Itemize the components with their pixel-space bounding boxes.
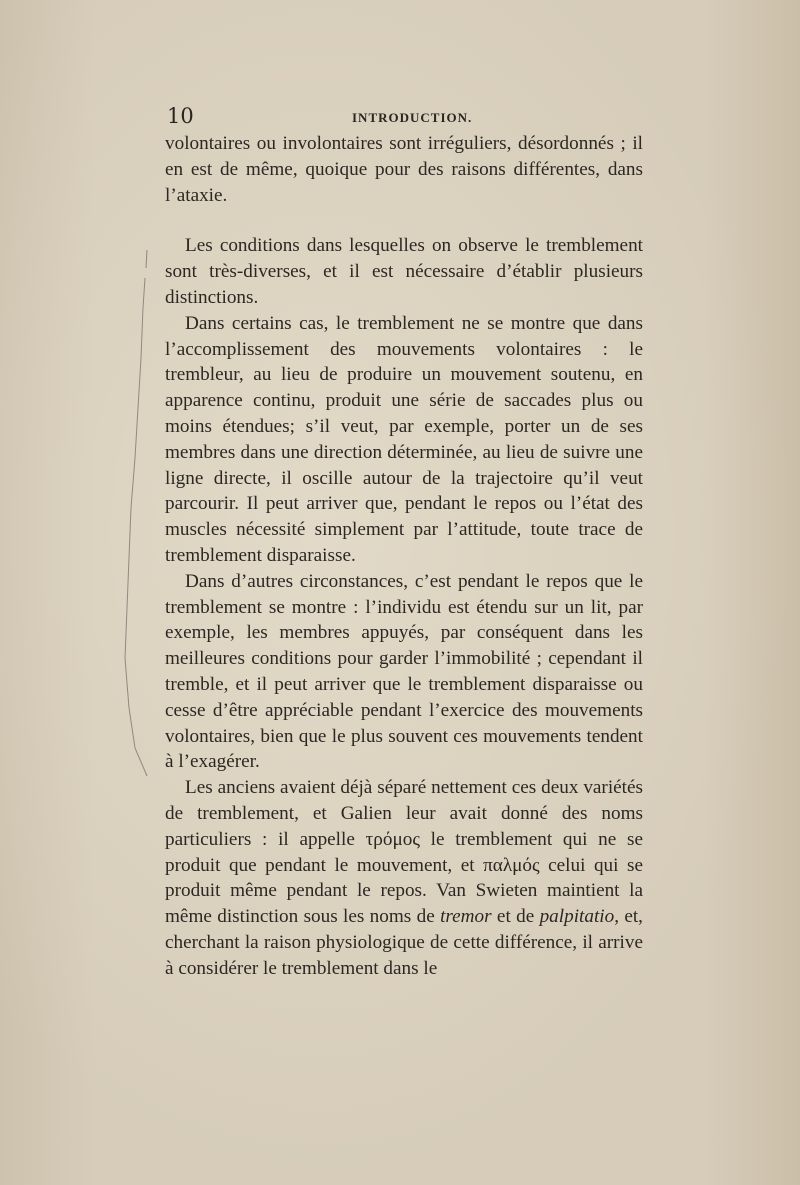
paragraph-gap [165, 208, 643, 233]
body-text [165, 131, 643, 982]
paragraph-5-text-e: , et, cherchant la raison physiologique de cette différence, il arrive à considérer le tremblement dans le [165, 906, 643, 979]
paragraph-5-text-b: le tremblement qui ne se produit que pendant le mouvement, et [165, 828, 643, 876]
paragraph-5-text-d: et de [491, 906, 540, 928]
paragraph-3: Dans certains cas, le tremblement ne se montre que dans l’accomplissement des mouvements volontaires : le trembleur, au lieu de produire un mouvement soutenu, en apparence continu, produit une série de saccades plus ou moins étendues; s’il veut, par exemple, porter un de ses membres dans une direction déterminée, au lieu de suivre une ligne directe, il oscille autour de la trajectoire qu’il veut parcourir. Il peut arriver que, pendant le repos ou l’état des muscles nécessité simplement par l’attitude, toute trace de tremblement disparaisse. [165, 312, 643, 566]
page-number: 10 [167, 104, 194, 128]
paragraph-5-text-c: celui qui se produit même pendant le repos. Van Swieten maintient la même distinction sous les noms de [165, 854, 643, 928]
greek-word-palmos: παλμός [483, 854, 540, 876]
running-head: INTRODUCTION. [352, 110, 473, 125]
paragraph-4: Dans d’autres circonstances, c’est pendant le repos que le tremblement se montre : l’individu est étendu sur un lit, par exemple, les membres appuyés, par conséquent dans les meilleures conditions pour garder l’immobilité ; cependant il tremble, et il peut arriver que le tremblement disparaisse ou cesse d’être appréciable pendant l’exercice des mouvements volontaires, bien que le plus souvent ces mouvements tendent à l’exagérer. [165, 570, 643, 773]
term-tremor: tremor [440, 906, 492, 928]
paragraph-1: volontaires ou involontaires sont irréguliers, désordonnés ; il en est de même, quoique pour des raisons différentes, dans l’ataxie. [165, 133, 643, 206]
paragraph-2: Les conditions dans lesquelles on observe le tremblement sont très-diverses, et il est nécessaire d’établir plusieurs distinctions. [165, 235, 643, 308]
paragraph-5 [165, 775, 643, 981]
margin-pencil-mark [121, 248, 151, 778]
term-palpitatio: palpitatio [539, 906, 615, 928]
page-header [167, 104, 643, 128]
paragraph-5-text-a: Les anciens avaient déjà séparé nettement ces deux variétés de tremblement, et Galien leur avait donné des noms particuliers : il appelle [165, 777, 643, 850]
greek-word-tromos: τρόμος [365, 828, 420, 850]
